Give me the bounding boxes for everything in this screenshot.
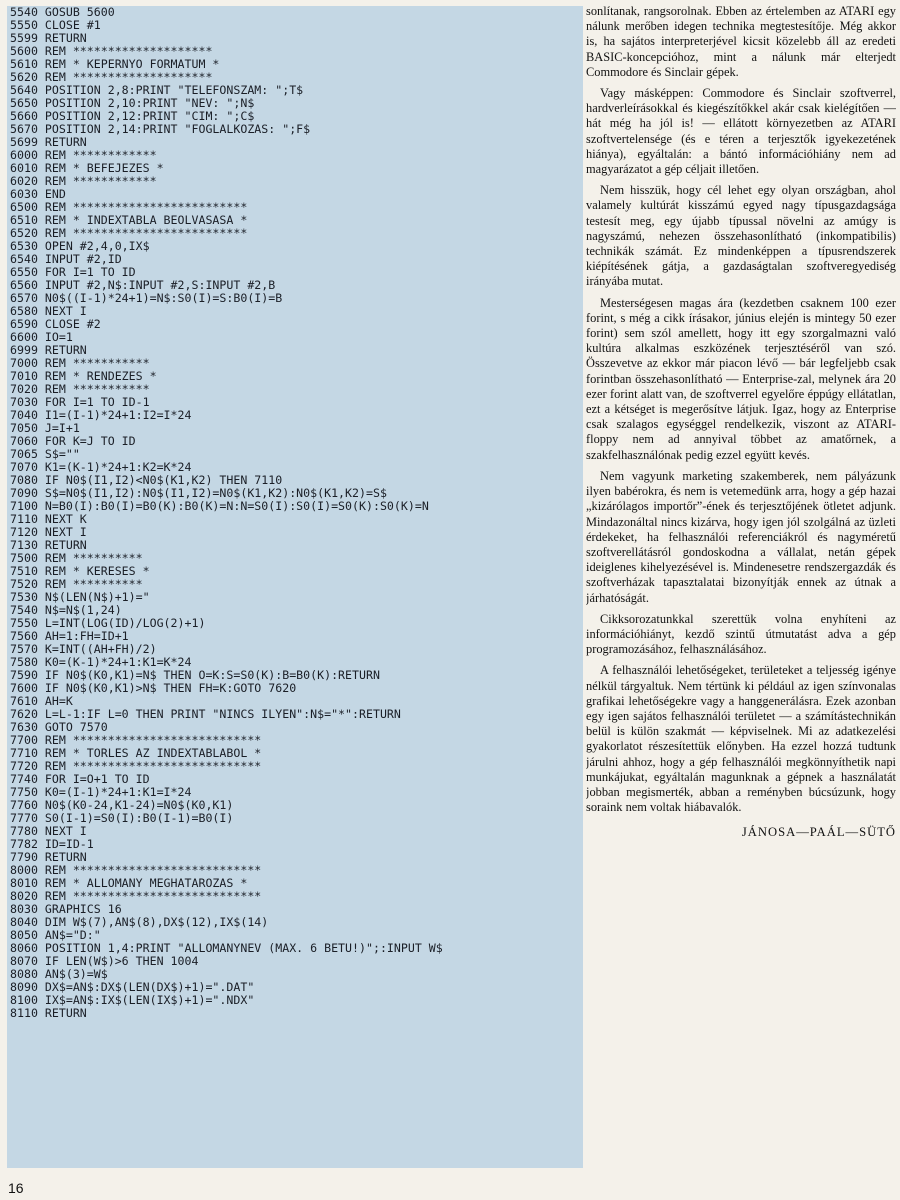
code-line: 7700 REM ***************************	[10, 733, 262, 747]
code-line: 6530 OPEN #2,4,0,IX$	[10, 239, 150, 253]
code-line: 5660 POSITION 2,12:PRINT "CIM: ";C$	[10, 109, 255, 123]
code-line: 5620 REM ********************	[10, 70, 213, 84]
code-line: 7580 K0=(K-1)*24+1:K1=K*24	[10, 655, 192, 669]
code-line: 8080 AN$(3)=W$	[10, 967, 108, 981]
code-line: 7100 N=B0(I):B0(I)=B0(K):B0(K)=N:N=S0(I):S0(I)=S0(K):S0(K)=N	[10, 499, 429, 513]
code-line: 6600 IO=1	[10, 330, 73, 344]
code-line: 7065 S$=""	[10, 447, 80, 461]
code-line: 7600 IF N0$(K0,K1)>N$ THEN FH=K:GOTO 7620	[10, 681, 297, 695]
article-paragraph: Cikksorozatunkkal szerettük volna enyhíteni az információhiányt, kezdő szintű útmutatást adva a gép programozásához, felhasználásához.	[586, 611, 896, 657]
code-line: 8110 RETURN	[10, 1006, 87, 1020]
code-line: 7120 NEXT I	[10, 525, 87, 539]
code-line: 8090 DX$=AN$:DX$(LEN(DX$)+1)=".DAT"	[10, 980, 255, 994]
code-line: 6510 REM * INDEXTABLA BEOLVASASA *	[10, 213, 248, 227]
code-line: 8050 AN$="D:"	[10, 928, 101, 942]
article-paragraph: A felhasználói lehetőségeket, területeket a teljesség igénye nélkül tárgyaltuk. Nem tértünk ki például az igen színvonalas grafikai lehetőségekre vagy a hanggenerálásra. Ezek azonban egy igen sajátos felhasználói területet — a számítástechnikán belül is külön szakmát — képviselnek. Mi az adatkezelési gyakorlatot részesítettük előnyben. Ha ezzel hozzá tudtunk járulni ahhoz, hogy a gép felhasználói megkönnyíthetik napi munkájukat, egyáltalán magunknak a gépnek a használatát jobban megismerték, abban a reményben búcsúzunk, hogy soraink nem voltak hiábavalók.	[586, 663, 896, 815]
article-paragraph: Nem hisszük, hogy cél lehet egy olyan országban, ahol valamely kultúrát kisszámú egyed nagy típusgazdagsága testesít meg, egy újabb típussal növelni az amúgy is nagyszámú, nehezen összehasonlítható (inkompatibilis) technikák számát. Ez mindenképpen a típusrendszerek kiépítésének gátja, a gazdaságtalan szoftveregyediség irányába mutat.	[586, 183, 896, 289]
code-line: 5599 RETURN	[10, 31, 87, 45]
code-line: 7550 L=INT(LOG(ID)/LOG(2)+1)	[10, 616, 206, 630]
code-line: 8030 GRAPHICS 16	[10, 902, 122, 916]
code-line: 7530 N$(LEN(N$)+1)="	[10, 590, 150, 604]
article-column	[586, 4, 896, 1179]
article-paragraph: Vagy másképpen: Commodore és Sinclair szoftverrel, hardverleírásokkal és kiegészítőkkel akár csak kielégítően — hát még ha jól is! — ellátott környezetben az ATARI szoftvertelensége (és e téren a terjesztők igyekezetének hiánya), egyáltalán: a bántó információhiány nem ad magyarázatot a gép céljait illetően.	[586, 86, 896, 177]
code-line: 6999 RETURN	[10, 343, 87, 357]
code-line: 6020 REM ************	[10, 174, 157, 188]
code-line: 7560 AH=1:FH=ID+1	[10, 629, 129, 643]
code-line: 6590 CLOSE #2	[10, 317, 101, 331]
code-line: 7500 REM **********	[10, 551, 143, 565]
code-line: 7610 AH=K	[10, 694, 73, 708]
code-line: 5550 CLOSE #1	[10, 18, 101, 32]
code-line: 7050 J=I+1	[10, 421, 80, 435]
code-line: 5540 GOSUB 5600	[10, 6, 115, 19]
code-line: 7710 REM * TORLES AZ INDEXTABLABOL *	[10, 746, 262, 760]
code-line: 7770 S0(I-1)=S0(I):B0(I-1)=B0(I)	[10, 811, 234, 825]
code-line: 7570 K=INT((AH+FH)/2)	[10, 642, 157, 656]
code-line: 8020 REM ***************************	[10, 889, 262, 903]
code-line: 7130 RETURN	[10, 538, 87, 552]
code-line: 7630 GOTO 7570	[10, 720, 108, 734]
code-line: 8060 POSITION 1,4:PRINT "ALLOMANYNEV (MAX. 6 BETU!)";:INPUT W$	[10, 941, 443, 955]
code-line: 7720 REM ***************************	[10, 759, 262, 773]
code-line: 8100 IX$=AN$:IX$(LEN(IX$)+1)=".NDX"	[10, 993, 255, 1007]
page-number: 16	[8, 1180, 24, 1196]
code-line: 7090 S$=N0$(I1,I2):N0$(I1,I2)=N0$(K1,K2):N0$(K1,K2)=S$	[10, 486, 387, 500]
article-paragraph: sonlítanak, rangsorolnak. Ebben az értelemben az ATARI egy nálunk merőben idegen technika megtestesítője. Még akkor is, ha sajátos interpreterjével kicsit közelebb áll az eredeti BASIC-koncepcióhoz, mint a nálunk már elterjedt Commodore és Sinclair gépek.	[586, 4, 896, 79]
code-line: 7760 N0$(K0-24,K1-24)=N0$(K0,K1)	[10, 798, 234, 812]
code-line: 7590 IF N0$(K0,K1)=N$ THEN O=K:S=S0(K):B=B0(K):RETURN	[10, 668, 380, 682]
code-line: 7060 FOR K=J TO ID	[10, 434, 136, 448]
article-paragraph: Nem vagyunk marketing szakemberek, nem pályázunk ilyen babérokra, és nem is vetemedünk arra, hogy a gép hazai „kizárólagos importőr”-ének és terjesztőjének ötletet adjunk. Mindazonáltal nincs kizárva, hogy igen jól szolgálná az üzleti érdekeket, ha felhasználói referenciákról és nagyméretű szoftverellátásról gondoskodna a vállalat, netán gépek ideiglenes kihelyezésével is. Mindenesetre rendszergazdák és szoftverházak tapasztalatai bizonyítják ennek az útnak a járhatóságát.	[586, 468, 896, 605]
code-line: 7620 L=L-1:IF L=0 THEN PRINT "NINCS ILYEN":N$="*":RETURN	[10, 707, 401, 721]
code-line: 6000 REM ************	[10, 148, 157, 162]
code-line: 6540 INPUT #2,ID	[10, 252, 122, 266]
code-line: 6550 FOR I=1 TO ID	[10, 265, 136, 279]
code-line: 6500 REM *************************	[10, 200, 248, 214]
code-line: 7520 REM **********	[10, 577, 143, 591]
code-line: 8010 REM * ALLOMANY MEGHATAROZAS *	[10, 876, 248, 890]
code-line: 7000 REM ***********	[10, 356, 150, 370]
code-line: 5699 RETURN	[10, 135, 87, 149]
code-line: 7040 I1=(I-1)*24+1:I2=I*24	[10, 408, 192, 422]
code-line: 5650 POSITION 2,10:PRINT "NEV: ";N$	[10, 96, 255, 110]
code-line: 7790 RETURN	[10, 850, 87, 864]
code-line: 6010 REM * BEFEJEZES *	[10, 161, 164, 175]
code-line: 7780 NEXT I	[10, 824, 87, 838]
article-paragraph: Mesterségesen magas ára (kezdetben csaknem 100 ezer forint, s még a cikk írásakor, június elején is mintegy 50 ezer forint) sem szól amellett, hogy itt egy szorgalmazni való kultúra alkalmas eszközének terjesztéséről van szó. Összevetve az ekkor már piacon lévő — bár legfeljebb csak forintban összehasonlítható — Enterprise-zal, melynek ára 20 ezer forint alatt van, de szoftverrel egyelőre éppúgy ellátatlan, ezt a kétséget is megerősítve látjuk. Igaz, hogy az Enterprise csak szalagos egységgel rendelkezik, viszont az ATARI-floppy nem ad annyival többet az amatőrnek, a szakfelhasználónak pedig ezzel együtt kevés.	[586, 295, 896, 462]
code-line: 6560 INPUT #2,N$:INPUT #2,S:INPUT #2,B	[10, 278, 276, 292]
code-line: 5610 REM * KEPERNYO FORMATUM *	[10, 57, 220, 71]
code-line: 7110 NEXT K	[10, 512, 87, 526]
code-line: 7010 REM * RENDEZES *	[10, 369, 157, 383]
code-line: 7070 K1=(K-1)*24+1:K2=K*24	[10, 460, 192, 474]
basic-program-listing	[7, 6, 583, 1168]
code-line: 7750 K0=(I-1)*24+1:K1=I*24	[10, 785, 192, 799]
code-line: 5640 POSITION 2,8:PRINT "TELEFONSZAM: ";T$	[10, 83, 304, 97]
code-line: 5670 POSITION 2,14:PRINT "FOGLALKOZAS: ";F$	[10, 122, 311, 136]
code-line: 6580 NEXT I	[10, 304, 87, 318]
code-line: 7080 IF N0$(I1,I2)<N0$(K1,K2) THEN 7110	[10, 473, 283, 487]
author-signature: JÁNOSA—PAÁL—SÜTŐ	[741, 825, 896, 840]
code-line: 6570 N0$((I-1)*24+1)=N$:S0(I)=S:B0(I)=B	[10, 291, 283, 305]
code-line: 7540 N$=N$(1,24)	[10, 603, 122, 617]
code-line: 7510 REM * KERESES *	[10, 564, 150, 578]
code-line: 6520 REM *************************	[10, 226, 248, 240]
code-line: 7740 FOR I=O+1 TO ID	[10, 772, 150, 786]
code-line: 7030 FOR I=1 TO ID-1	[10, 395, 150, 409]
code-line: 5600 REM ********************	[10, 44, 213, 58]
code-line: 8040 DIM W$(7),AN$(8),DX$(12),IX$(14)	[10, 915, 269, 929]
code-line: 8000 REM ***************************	[10, 863, 262, 877]
code-line: 8070 IF LEN(W$)>6 THEN 1004	[10, 954, 199, 968]
code-line: 6030 END	[10, 187, 66, 201]
code-line: 7020 REM ***********	[10, 382, 150, 396]
code-line: 7782 ID=ID-1	[10, 837, 94, 851]
